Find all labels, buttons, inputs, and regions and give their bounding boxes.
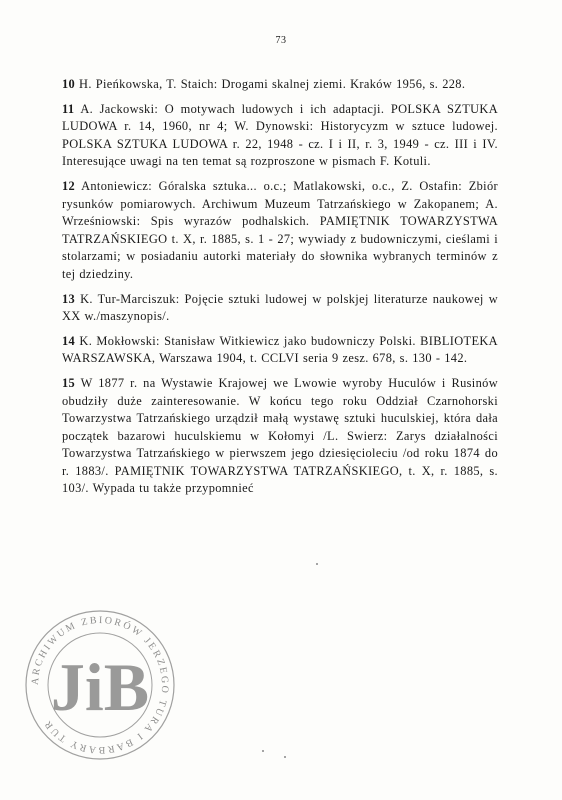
footnote [62,333,498,368]
archive-stamp [20,600,180,770]
footnote-number: 10 [62,77,76,91]
scan-speck [262,750,264,752]
stamp-ring-text: ARCHIWUM ZBIORÓW JERZEGO TURA I BARBARY TUR [29,614,171,756]
footnote [62,375,498,498]
footnote-text: K. Mokłowski: Stanisław Witkiewicz jako budowniczy Polski. BIBLIOTEKA WARSZAWSKA, Warszawa 1904, t. CCLVI seria 9 zesz. 678, s. 130 - 142. [62,333,498,366]
footnote-number: 12 [62,178,76,193]
footnote-text: H. Pieńkowska, T. Staich: Drogami skalnej ziemi. Kraków 1956, s. 228. [79,77,466,91]
footnote-text: K. Tur-Marciszuk: Pojęcie sztuki ludowej w polskjej literaturze naukowej w XX w./maszynopis/. [62,291,498,324]
footnotes-list [62,76,498,505]
footnote-text: A. Jackowski: O motywach ludowych i ich adaptacji. POLSKA SZTUKA LUDOWA r. 14, 1960, nr 4; W. Dynowski: Historycyzm w sztuce ludowej. POLSKA SZTUKA LUDOWA r. 22, 1948 - cz. I i II, r. 3, 1949 - cz. III i IV. Interesujące uwagi na ten temat są rozproszone w pismach F. Kotuli. [62,101,499,169]
footnote-number: 13 [62,291,76,306]
page-number: 73 [275,35,287,46]
footnote-number: 11 [62,101,75,116]
footnote [62,178,498,284]
footnote-number: 14 [62,333,76,348]
footnote [62,76,498,94]
footnote [62,101,498,171]
footnote [62,291,498,326]
footnote-text: Antoniewicz: Góralska sztuka... o.c.; Matlakowski, o.c., Z. Ostafin: Zbiór rysunków pomiarowych. Archiwum Muzeum Tatrzańskiego w Zakopanem; A. Wrześniowski: Spis wyrazów podhalskich. PAMIĘTNIK TOWARZYSTWA TATRZAŃSKIEGO t. X, r. 1885, s. 1 - 27; wywiady z budowniczymi, cieślami i stolarzami; w posiadaniu autorki materiały do słownika wybranych terminów z tej dziedziny. [62,178,498,281]
scan-speck [316,563,318,565]
footnote-text: W 1877 r. na Wystawie Krajowej we Lwowie wyroby Huculów i Rusinów obudziły duże zainteresowanie. W końcu tego roku Oddział Czarnohorski Towarzystwa Tatrzańskiego urządził małą wystawę sztuki huculskiej, która dała początek bazarowi huculskiemu w Kołomyi /L. Swierz: Zarys działalności Towarzystwa Tatrzańskiego w pierwszem jego dziesięcioleciu /od roku 1874 do r. 1883/. PAMIĘTNIK TOWARZYSTWA TATRZAŃSKIEGO, t. X, r. 1885, s. 103/. Wypada tu także przypomnieć [62,375,498,496]
scan-speck [284,756,286,758]
footnote-number: 15 [62,375,76,390]
stamp-monogram: JiB [50,649,150,725]
